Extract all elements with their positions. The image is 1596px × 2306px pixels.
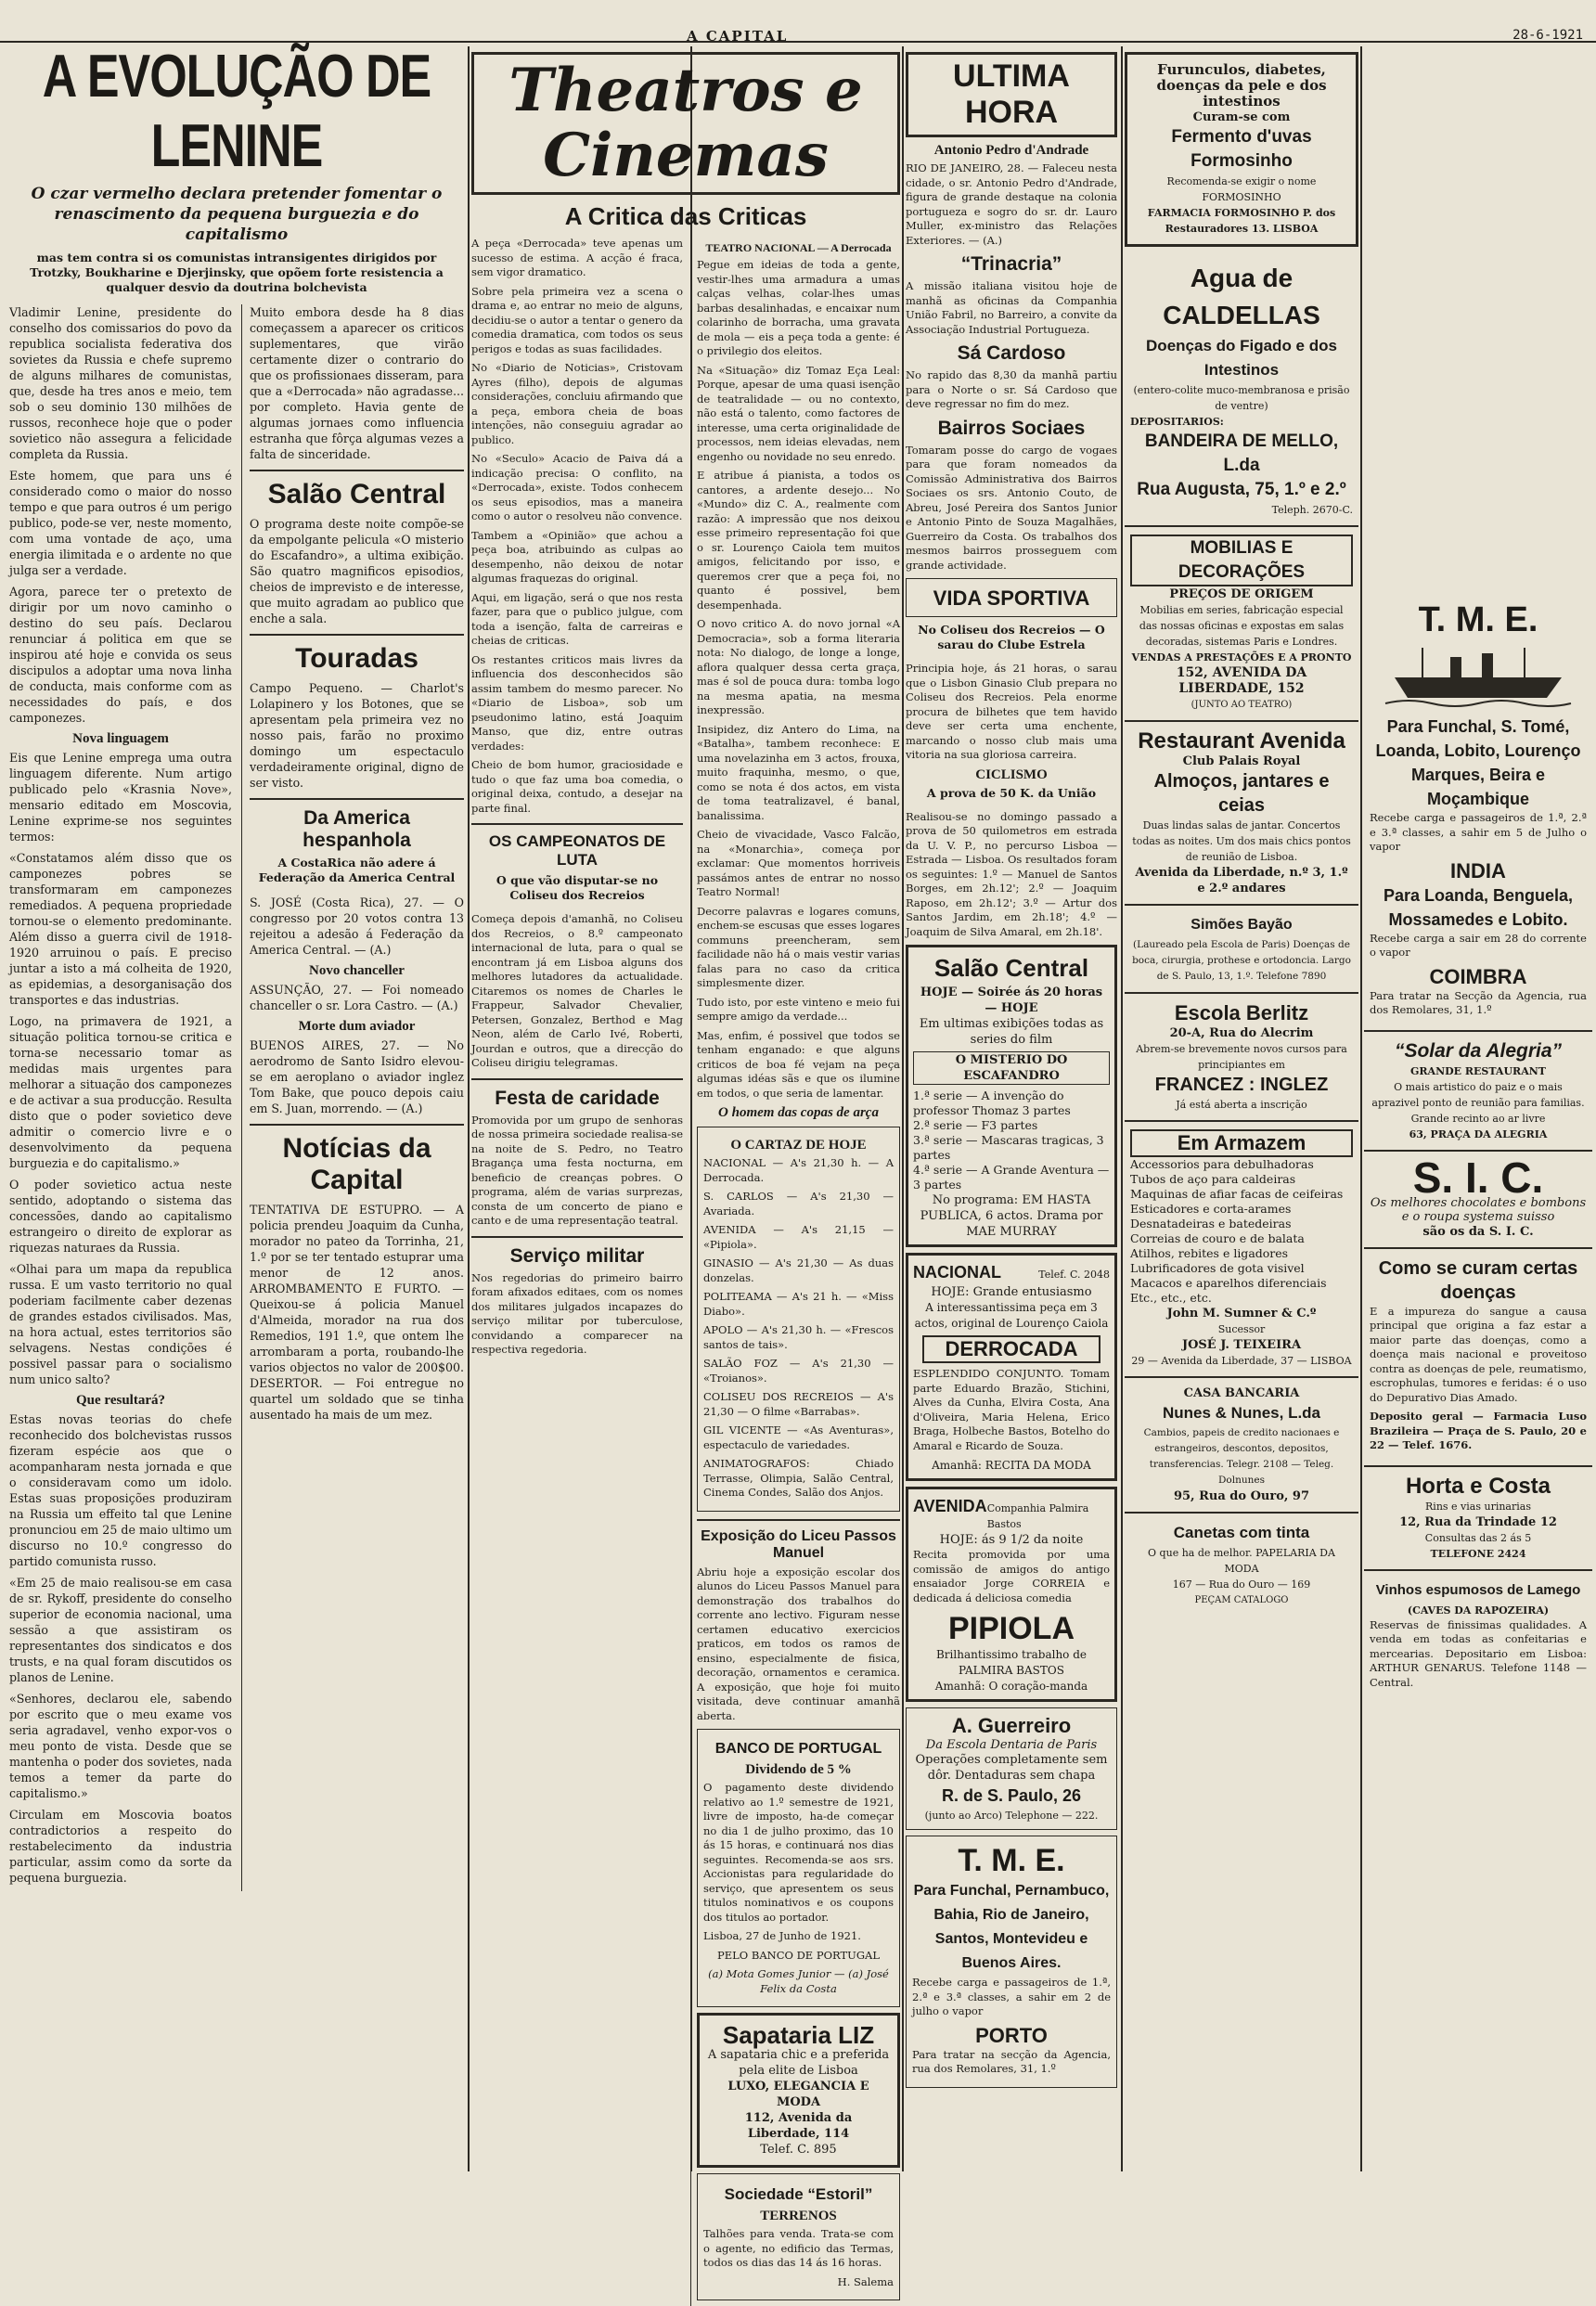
paragraph: Este homem, que para uns é considerado como o maior do nosso tempo e que para outros é um perigo publico, pode-se ver, neste momento, com uma vontade de aço, uma energia ilimitada e o ardente no que julga ser a verdade.	[9, 469, 232, 577]
como-title: Como se curam certas doenças	[1378, 1257, 1578, 1303]
ads-column-center	[1125, 46, 1358, 2171]
canetas-title: Canetas com tinta	[1173, 1524, 1310, 1541]
paragraph: Na «Situação» diz Tomaz Eça Leal: Porque, apesar de uma quasi isenção de teatralidade — ou no contexto, não está o talento, como factores de interesse, uma certa originalidade de processos, nem ideias elevadas, nem engenho ou novidade no seu enredo.	[697, 363, 900, 463]
canetas-text: O que ha de melhor. PAPELARIA DA MODA	[1148, 1547, 1335, 1575]
salao-series-item: 1.ª serie — A invenção do professor Thomaz 3 partes	[913, 1089, 1071, 1117]
salao-series-list	[913, 1089, 1110, 1192]
armazem-item: Lubrificadores de gota visivel	[1130, 1261, 1305, 1275]
estoril-text: Talhões para venda. Trata-se com o agente, no edificio das Termas, todos os dias das 14 ás 16 horas.	[703, 2227, 894, 2269]
noticias-heading: Notícias da Capital	[282, 1133, 431, 1195]
liz-text: A sapataria chic e a preferida pela elite de Lisboa	[707, 2048, 890, 2078]
guerreiro-text: Operações completamente sem dôr. Dentaduras sem chapa	[915, 1753, 1108, 1783]
liz-line: LUXO, ELEGANCIA E MODA	[727, 2080, 869, 2109]
armazem-item: Atilhos, rebites e ligadores	[1130, 1246, 1289, 1260]
sic-ad	[1364, 1152, 1592, 1249]
pedro-heading: Antonio Pedro d'Andrade	[933, 143, 1089, 158]
salao-ad-foot: No programa: EM HASTA PUBLICA, 6 actos. Drama por MAE MURRAY	[920, 1193, 1103, 1239]
avenida-line: HOJE: ás 9 1/2 da noite	[939, 1533, 1084, 1547]
paragraph: Eis que Lenine emprega uma outra linguagem diferente. Num artigo publicado pelo «Krasnia Nove», mensario editado em Moscovia, Lenine exprime-se nos seguintes termos:	[9, 751, 232, 844]
armazem-item: Esticadores e corta-arames	[1130, 1202, 1292, 1216]
cartaz-item: GINASIO — A's 21,30 — As duas donzelas.	[703, 1256, 894, 1284]
section-heading: Que resultará?	[76, 1393, 165, 1408]
cartaz-box	[697, 1127, 900, 1512]
banco-date: Lisboa, 27 de Junho de 1921.	[703, 1929, 861, 1942]
nacional-desc: ESPLENDIDO CONJUNTO. Tomam parte Eduardo Brazão, Stichini, Alves da Cunha, Elvira Costa, Ana d'Oliveira, Maria Helena, Erico Braga, Holbeche Bastos, Botelho do Amaral e Ricardo de Souza.	[913, 1367, 1110, 1452]
ultima-hora-box	[906, 52, 1117, 137]
casa-title: CASA BANCARIA	[1183, 1386, 1300, 1400]
lenine-column-left	[9, 304, 232, 1891]
column-rule	[468, 46, 470, 2171]
formosinho-ad	[1125, 52, 1358, 247]
column-rule	[1360, 46, 1362, 2171]
paragraph: «Olhai para um mapa da republica russa. E um vasto territorio no qual poderiam facilmente caber dezenas de grandes estados civilisados. Mas, na hora actual, estes territorios são selvagens. Nestas condições é possivel passar para o socialismo num unico salto?	[9, 1262, 232, 1386]
subheading: Morte dum aviador	[298, 1019, 416, 1034]
salao-series-item: 3.ª serie — Mascaras tragicas, 3 partes	[913, 1133, 1104, 1162]
guerreiro-ad	[906, 1707, 1117, 1830]
caldellas-ad	[1125, 252, 1358, 527]
paragraph: Aqui, em ligação, será o que nos resta fazer, para que o publico julgue, com toda a isenção, falta de carreiras e cheias de criticas.	[471, 590, 683, 647]
paragraph: Pegue em ideias de toda a gente, vestir-lhes uma armadura a umas calças velhas, colar-lhes umas barbas desalinhadas, e encaixar num colarinho de borracha, uma gravata de mola — eis a peça toda a gente: é o privilegio dos eleitos.	[697, 258, 900, 357]
salao-ad-film: O MISTERIO DO ESCAFANDRO	[913, 1051, 1110, 1085]
paragraph: Sobre pela primeira vez a scena o drama e, ao entrar no meio de alguns, decidiu-se o autor a tentar o genero da comedia dramatica, com todos os seus perigos e todas as suas facilidades.	[471, 284, 683, 355]
caldellas-tel: Teleph. 2670-C.	[1271, 504, 1353, 516]
solar-sub: GRANDE RESTAURANT	[1410, 1064, 1546, 1077]
paragraph: Logo, na primavera de 1921, a situação politica tornou-se critica e torna-se necessario tomar as medidas mais urgentes para melhorar a situação dos camponezes e de activar a sua producção. Resulta disto que o poder sovietico deve admitir o comercio livre e o desenvolvimento da pequena burguezia e do capitalismo.»	[9, 1014, 232, 1170]
tme2-ship: COIMBRA	[1429, 964, 1527, 988]
america-heading: Da America hespanhola	[302, 807, 411, 851]
porto-title: PORTO	[975, 2023, 1048, 2047]
como-curam-ad	[1364, 1249, 1592, 1467]
estoril-sub: TERRENOS	[760, 2209, 837, 2223]
banco-heading: BANCO DE PORTUGAL	[714, 1741, 882, 1757]
canetas-address: 167 — Rua do Ouro — 169	[1172, 1578, 1311, 1591]
ultima-hora-title: ULTIMA HORA	[953, 58, 1070, 130]
banco-names: (a) Mota Gomes Junior — (a) José Felix da Costa	[708, 1967, 889, 1995]
critica-column-left	[471, 237, 683, 2306]
vinhos-sub: (CAVES DA RAPOZEIRA)	[1407, 1604, 1550, 1617]
banco-sub: Dividendo de 5 %	[745, 1762, 852, 1777]
lenine-deck: mas tem contra si os comunistas intransigentes dirigidos por Trotzky, Boukharine e Djerjinsky, que opõem forte resistencia a qualquer desvio da doutrina bolchevista	[30, 251, 444, 294]
lenine-subtitle: O czar vermelho declara pretender fomentar o renascimento da pequena burguezia e do capitalismo	[31, 185, 443, 244]
caldellas-dep: DEPOSITARIOS:	[1130, 416, 1224, 428]
banco-sign: PELO BANCO DE PORTUGAL	[717, 1948, 880, 1962]
solar-title: “Solar da Alegria”	[1394, 1039, 1563, 1062]
paragraph: Mas, enfim, é possivel que todos se tenham enganado: e que alguns criticos de boa fé vejam na peça algumas idéas sãs e que os ilumine em todos, o que seria de lamentar.	[697, 1028, 900, 1100]
paragraph: Os restantes criticos mais livres da influencia dos desconhecidos são assim tambem do mesmo parecer. No «Diario de Lisboa», sob um pseudonimo latino, está Joaquim Manso, que diz, entre outras verdades:	[471, 652, 683, 753]
tme-right-text: Para Funchal, S. Tomé, Loanda, Lobito, Lourenço Marques, Beira e Moçambique	[1375, 717, 1581, 808]
liz-title: Sapataria LIZ	[722, 2021, 875, 2049]
armazem-item: Maquinas de afiar facas de ceifeiras	[1130, 1187, 1344, 1201]
paragraph: TENTATIVA DE ESTUPRO. — A policia prendeu Joaquim da Cunha, morador no pateo da Torrinha, 21, 1.º por se ter tentado estuprar uma menor de 12 anos. ARROMBAMENTO E FURTO. — Queixou-se á policia Manuel d'Almeida, morador na rua dos Remedios, 191 1.º, que ontem lhe arrombaram a porta, roubando-lhe varios objectos no valor de 200$00. DESERTOR. — Foi entregue no quartel um soldado que se tinha ausentado ha mais de um mez.	[250, 1203, 464, 1422]
estoril-ad	[697, 2173, 900, 2300]
avenida-title: AVENIDA	[913, 1497, 987, 1515]
liz-ad	[697, 2013, 900, 2168]
nacional-title: NACIONAL	[913, 1263, 1001, 1282]
tme-ad-left	[906, 1836, 1117, 2088]
horta-address: 12, Rua da Trindade 12	[1399, 1514, 1557, 1529]
paragraph: RIO DE JANEIRO, 28. — Faleceu nesta cidade, o sr. Antonio Pedro d'Andrade, figura de grande destaque na colonia portugueza e sogro do sr. dr. Lauro Muller, ex-ministro das Relações Exteriores. — (A.)	[906, 161, 1117, 247]
paragraph: Promovida por um grupo de senhoras de nossa primeira sociedade realisa-se na noite de S. Pedro, no Teatro Bragança uma festa nocturna, em beneficio de creanças pobres. O programa, além de varias surprezas, consta de um concerto de piano e canto e de uma representação teatral.	[471, 1113, 683, 1227]
trinacria-heading: “Trinacria”	[960, 253, 1062, 275]
banco-box	[697, 1729, 900, 2007]
cartaz-item: COLISEU DOS RECREIOS — A's 21,30 — O filme «Barrabas».	[703, 1390, 894, 1418]
critica-headline: A Critica das Criticas	[564, 202, 807, 230]
vida-deck: No Coliseu dos Recreios — O sarau do Clube Estrela	[918, 623, 1105, 651]
salao-central-ad	[906, 945, 1117, 1247]
signature: O homem das copas de arça	[718, 1105, 879, 1120]
cartaz-list	[703, 1156, 894, 1501]
paragraph: O pagamento deste dividendo relativo ao 1.º semestre de 1921, livre de imposto, ha-de começar no dia 1 de julho proximo, das 10 ás 15 horas, e continuará nos dias seguintes. Recomenda-se aos srs. Accionistas para regularidade do serviço, que apresentem os seus titulos nominativos e os coupons dos titulos ao portador.	[703, 1781, 894, 1924]
avenida-star: Brilhantissimo trabalho de PALMIRA BASTOS	[935, 1648, 1087, 1677]
theatros-section	[471, 46, 900, 2288]
paragraph: Muito embora desde ha 8 dias começassem a aparecer os criticos suplementares, que virão certamente dizer o contrario do que os profissionaes disseram, para que a «Derrocada» não agradasse... por completo. Havia gente de algumas jornaes como influencia estranha que fôrça algumas vezes a falta de sinceridade.	[250, 305, 464, 461]
vinhos-title: Vinhos espumosos de Lamego	[1375, 1581, 1581, 1598]
cartaz-item: GIL VICENTE — «As Aventuras», espectaculo de variedades.	[703, 1424, 894, 1451]
berlitz-text: Abrem-se brevemente novos cursos para principiantes em	[1136, 1043, 1347, 1071]
formosinho-title: Furunculos, diabetes, doenças da pele e dos intestinos	[1156, 61, 1327, 110]
solar-alegria-ad	[1364, 1032, 1592, 1152]
sic-title: S. I. C.	[1412, 1153, 1544, 1202]
berlitz-foot: Já está aberta a inscrição	[1176, 1099, 1307, 1111]
casa-address: 95, Rua do Ouro, 97	[1173, 1489, 1310, 1503]
armazem-item: Desnatadeiras e batedeiras	[1130, 1217, 1292, 1230]
ultima-hora-section	[906, 46, 1117, 2171]
ads-column-right	[1364, 46, 1592, 2171]
nacional-foot: Amanhã: RECITA DA MODA	[932, 1459, 1091, 1472]
ciclismo-heading: CICLISMO	[975, 767, 1048, 782]
mobilias-address: 152, AVENIDA DA LIBERDADE, 152	[1176, 665, 1307, 696]
tme2-address: Para tratar na Secção da Agencia, rua dos Remolares, 31, 1.º	[1370, 988, 1587, 1016]
teatro-heading: TEATRO NACIONAL — A Derrocada	[705, 241, 892, 254]
cartaz-item: SALÃO FOZ — A's 21,30 — «Troianos».	[703, 1357, 894, 1385]
paragraph: No rapido das 8,30 da manhã partiu para o Norte o sr. Sá Cardoso que deve regressar no fim do mez.	[906, 368, 1117, 410]
mobilias-ad	[1125, 527, 1358, 722]
caldellas-address: Rua Augusta, 75, 1.º e 2.º	[1137, 480, 1346, 499]
restaurant-title: Restaurant Avenida	[1138, 728, 1345, 754]
paragraph: Vladimir Lenine, presidente do conselho dos comissarios do povo da republica socialista federativa dos sovietes da Russia e chefe supremo de alguns milhares de comunistas, que, desde ha tres anos e meio, tem sob o seu dominio 130 milhões de russos, reconhece hoje que o poder sovietico não assegura a felicidade completa da Russia.	[9, 305, 232, 461]
cartaz-item: APOLO — A's 21,30 h. — «Frescos santos de tais».	[703, 1323, 894, 1351]
bairros-heading: Bairros Sociaes	[937, 417, 1086, 439]
avenida-foot: Amanhã: O coração-manda	[934, 1680, 1088, 1693]
paragraph: Cheio de vivacidade, Vasco Falcão, na «Monarchia», começa por exclamar: Que momentos horriveis passámos antes de entrar no nosso Teatro Normal!	[697, 828, 900, 898]
avenida-play: PIPIOLA	[947, 1611, 1075, 1646]
lenine-article	[9, 43, 464, 2171]
liz-tel: Telef. C. 895	[760, 2143, 837, 2157]
touradas-heading: Touradas	[295, 643, 418, 674]
tme-left-foot: Recebe carga e passageiros de 1.ª, 2.ª e 3.ª classes, a sahir em 2 de julho o vapor	[912, 1976, 1111, 2017]
paragraph: No «Diario de Noticias», Cristovam Ayres (filho), depois de algumas considerações, concluiu afirmando que a peça, embora cheia de boas intenções, não conseguiu agradar ao publico.	[471, 361, 683, 446]
formosinho-product: Fermento d'uvas Formosinho	[1171, 127, 1312, 171]
cartaz-item: AVENIDA — A's 21,15 — «Pipiola».	[703, 1223, 894, 1251]
vida-sportiva-heading: VIDA SPORTIVA	[933, 586, 1090, 610]
paragraph: Circulam em Moscovia boatos contradictorios a respeito do restabelecimento da industria particular, assim como da sorte da pequena burguezia.	[9, 1808, 232, 1885]
salao-central-heading: Salão Central	[267, 479, 446, 509]
paragraph: No «Seculo» Acacio de Paiva dá a indicação precisa: O conflito, na «Derrocada», existe. Todos conhecem os seus episodios, mas a maneira como o autor o resolveu não convence.	[471, 452, 683, 522]
theatros-banner-box	[471, 52, 900, 195]
vinhos-text: Reservas de finissimas qualidades. A venda em todas as confeitarias e mercearias. Depositario em Lisboa: ARTHUR GENARUS. Telefone 1148 — Central.	[1370, 1617, 1587, 1689]
cartaz-item: POLITEAMA — A's 21 h. — «Miss Diabo».	[703, 1290, 894, 1318]
nacional-line: HOJE: Grande entusiasmo	[931, 1285, 1092, 1299]
mobilias-note: (JUNTO AO TEATRO)	[1191, 700, 1293, 710]
page-date: 28-6-1921	[1512, 28, 1583, 43]
lenine-column-right	[241, 304, 464, 1891]
armazem-title: Em Armazem	[1130, 1129, 1353, 1157]
top-rule	[0, 26, 1596, 43]
cartaz-heading: O CARTAZ DE HOJE	[730, 1138, 867, 1153]
caldellas-sub: Doenças do Figado e dos Intestinos	[1146, 337, 1337, 379]
solar-recinto: Grande recinto ao ar livre	[1410, 1112, 1546, 1125]
tme-left-text: Para Funchal, Pernambuco, Bahia, Rio de Janeiro, Santos, Montevideu e Buenos Aires.	[913, 1883, 1110, 1971]
column-rule	[902, 46, 904, 2171]
paragraph: S. JOSÉ (Costa Rica), 27. — O congresso por 20 votos contra 13 rejeitou a adesão á Federação da America Central. — (A.)	[250, 895, 464, 957]
solar-address: 63, PRAÇA DA ALEGRIA	[1409, 1127, 1548, 1140]
armazem-ad	[1125, 1122, 1358, 1378]
sic-foot: são os da S. I. C.	[1422, 1224, 1534, 1239]
tme-right-foot: Recebe carga e passageiros de 1.ª, 2.ª e 3.ª classes, a sahir em 5 de Julho o vapor	[1370, 811, 1587, 853]
restaurant-club: Club Palais Royal	[1182, 754, 1301, 768]
armazem-succ: Sucessor	[1217, 1323, 1266, 1335]
berlitz-address: 20-A, Rua do Alecrim	[1169, 1026, 1314, 1040]
paragraph: Campo Pequeno. — Charlot's Lolapinero y los Botones, que se apresentam pela primeira vez no nosso pais, farão no proximo domingo um espectaculo verdadeiramente original, digno de ser visto.	[250, 681, 464, 790]
armazem-item: Tubos de aço para caldeiras	[1130, 1172, 1296, 1186]
paragraph: Estas novas teorias do chefe reconhecido dos bolchevistas russos fizeram espécie aos que o acompanharam nesta jornada e que o consideravam como um idolo. Estas suas proposições produziram na Russia um effeito tal que Lenine pronunciou em 25 de maio ultimo um discurso no 10.º congresso do partido comunista russo.	[9, 1412, 232, 1568]
paragraph: E atribue á pianista, a todos os cantores, a ardente desejo... No «Mundo» diz C. A., realmente com razão: A impressão que nos deixou esse primeiro representação foi que o sr. Lourenço Caiola tem muitos amigos, felicitando por isso, e queremos crer que a peça foi, no quanto é possivel, bem desempenhada.	[697, 469, 900, 612]
paragraph: Tudo isto, por este vinteno e meio fui sempre amigo da verdade...	[697, 995, 900, 1023]
exposicao-heading: Exposição do Liceu Passos Manuel	[701, 1527, 896, 1561]
guerreiro-address: R. de S. Paulo, 26	[941, 1786, 1082, 1805]
tme-right-title: T. M. E.	[1418, 600, 1538, 639]
caldellas-name: BANDEIRA DE MELLO, L.da	[1144, 432, 1339, 475]
como-text: E a impureza do sangue a causa principal que origina a faz estar a maior parte das doenças, como a doença mais nacional e proveitoso contra as doenças de pele, reumatismo, escrophulas, tumores e feridas: é o uso do Depurativo Dias Amado.	[1370, 1304, 1587, 1404]
salao-ad-sub: Em ultimas exibições todas as series do film	[919, 1017, 1104, 1047]
paragraph: Tomaram posse do cargo de vogaes para que foram nomeados da Comissão Administrativa dos Bairros Sociaes os srs. Antonio Couto, de Abreu, José Pereira dos Santos Junior e Antonio Pinto de Souza Magalhães, Guerreiro da Costa. Os trabalhos dos mesmos bairros prosseguem com grande actividade.	[906, 443, 1117, 572]
paragraph: O programa deste noite compõe-se da empolgante pelicula «O misterio do Escafandro», a ultima exibição. São quatro magnificos episodios, cheios de imprevisto e de interesse, que muito agradam ao publico que enche a sala.	[250, 517, 464, 625]
paragraph: «Constatamos além disso que os camponezes pobres se transformaram em camponezes remediados. A pequena propriedade tornou-se o elemento predominante. Além disso a guerra civil de 1918-1920 arruinou o país. E preciso juntar a isto a má colheita de 1920, as epidemias, a desorganisação dos transportes e das industrias.	[9, 851, 232, 1007]
casa-bancaria-ad	[1125, 1378, 1358, 1514]
paragraph: Principia hoje, ás 21 horas, o sarau que o Lisbon Ginasio Club prepara no Coliseu dos Recreios. Pela enorme procura de bilhetes que tem havido deve ser certa uma enchente, marcando o nosso club mais uma vitoria na sua gloriosa carreira.	[906, 662, 1117, 761]
nacional-ad	[906, 1253, 1117, 1481]
armazem-address: 29 — Avenida da Liberdade, 37 — LISBOA	[1131, 1355, 1352, 1367]
estoril-title: Sociedade “Estoril”	[724, 2185, 873, 2203]
paragraph: Insipidez, diz Antero do Lima, na «Batalha», tambem reconhece: E uma novelazinha em 3 actos, frouxa, muito fraquinha, mesmo, o que, como se nota é dos actos, em vista de toma teatralizavel, é banal, banalissima.	[697, 722, 900, 822]
nacional-sub: A interessantissima peça em 3 actos, original de Lourenço Caiola	[914, 1301, 1109, 1330]
america-deck: A CostaRica não adere á Federação da America Central	[258, 856, 456, 884]
paragraph: A peça «Derrocada» teve apenas um sucesso de estima. A acção é fraca, sem vigor dramatico.	[471, 237, 683, 278]
armazem-item: Macacos e aparelhos diferenciais	[1130, 1276, 1327, 1290]
sa-cardoso-heading: Sá Cardoso	[957, 342, 1066, 364]
sic-text: Os melhores chocolates e bombons e o roupa systema suisso	[1370, 1195, 1587, 1224]
lenine-headline: A EVOLUÇÃO DE LENINE	[42, 43, 431, 180]
theatros-banner: Theatros e Cinemas	[508, 56, 863, 190]
liz-address: 112, Avenida da Liberdade, 114	[744, 2111, 853, 2141]
paragraph: ASSUNÇÃO, 27. — Foi nomeado chanceller o sr. Lora Castro. — (A.)	[250, 983, 464, 1012]
subheading: Novo chanceller	[309, 963, 405, 978]
canetas-foot: PEÇAM CATALOGO	[1194, 1595, 1289, 1605]
paragraph: «Senhores, declarou ele, sabendo por escrito que o meu exame vos seria agradavel, venho expor-vos o meu ponto de vista. Desde que se mantenha o poder dos sovietes, nada temos a temer da parte do capitalismo.»	[9, 1692, 232, 1800]
column-rule	[1121, 46, 1123, 2171]
paragraph: Tambem a «Opinião» que achou a peça boa, atribuindo as culpas ao desempenho, não deixou de notar algumas fraquezas do original.	[471, 528, 683, 585]
restaurant-text: Duas lindas salas de jantar. Concertos todas as noites. Um dos mais chics pontos de reunião de Lisboa.	[1132, 819, 1351, 863]
formosinho-rec: Recomenda-se exigir o nome FORMOSINHO	[1166, 175, 1317, 203]
salao-ad-line: HOJE — Soirée ás 20 horas — HOJE	[920, 986, 1103, 1015]
servico-heading: Serviço militar	[509, 1244, 645, 1267]
vida-sportiva-box	[906, 578, 1117, 617]
masthead: A CAPITAL	[687, 28, 789, 45]
campeonatos-heading: OS CAMPEONATOS DE LUTA	[488, 832, 666, 869]
berlitz-title: Escola Berlitz	[1174, 1001, 1309, 1024]
guerreiro-tel: (junto ao Arco) Telephone — 222.	[924, 1810, 1099, 1822]
mobilias-title: MOBILIAS E DECORAÇÕES	[1130, 535, 1353, 586]
nacional-tel: Telef. C. 2048	[1038, 1269, 1110, 1281]
guerreiro-sub: Da Escola Dentaria de Paris	[925, 1738, 1098, 1752]
paragraph: Realisou-se no domingo passado a prova de 50 quilometros em estrada da U. V. P., no percurso Lisboa — Estrada — Lisboa. Os resultados foram os seguintes: 1.º — Manuel de Santos Borges, em 2h.12'; 2.º — Joaquim Raposo, em 2h.12'; 3.º — Artur dos Santos Jardim, em 2h.18'; 4.º — Joaquim de Silva Amaral, em 2h.18'.	[906, 809, 1118, 938]
restaurant-address: Avenida da Liberdade, n.º 3, 1.º e 2.º andares	[1135, 866, 1348, 895]
cartaz-item: S. CARLOS — A's 21,30 — Avariada.	[703, 1190, 894, 1217]
restaurant-meals: Almoços, jantares e ceias	[1153, 771, 1330, 816]
paragraph: Começa depois d'amanhã, no Coliseu dos Recreios, o 8.º campeonato internacional de luta, para o qual se encontram já em Lisboa alguns dos melhores lutadores da actualidade. Citaremos os nomes de Charles le Frappeur, Salvador Chevalier, Petersen, Gonzalez, Berthod e Mag Neon, além de Carlo Ivé, Roberti, Jourdan e outros, que a direcção do Coliseu dirigiu telegramas.	[471, 912, 683, 1069]
tme-right-ship: INDIA	[1450, 858, 1506, 882]
caldellas-text: (entero-colite muco-membranosa e prisão de ventre)	[1133, 384, 1350, 412]
solar-text: O mais artistico do paiz e o mais aprazivel ponto de reunião para familias.	[1371, 1080, 1585, 1109]
casa-name: Nunes & Nunes, L.da	[1162, 1404, 1321, 1422]
horta-costa-ad	[1364, 1467, 1592, 1571]
armazem-owner: JOSÉ J. TEIXEIRA	[1181, 1338, 1302, 1352]
avenida-co: Companhia Palmira Bastos	[986, 1502, 1089, 1530]
casa-text: Cambios, papeis de credito nacionaes e estrangeiros, descontos, depositos, transferencias. Telegr. 2108 — Teleg. Dolnunes	[1143, 1427, 1340, 1486]
nacional-play: DERROCADA	[922, 1335, 1100, 1363]
simoes-ad	[1125, 906, 1358, 994]
berlitz-ad	[1125, 994, 1358, 1122]
simoes-text: (Laureado pela Escola de Paris) Doenças de boca, cirurgia, prothese e ortodoncia. Largo de S. Paulo, 13, 1.º. Telefone 7890	[1132, 939, 1351, 982]
campeonatos-deck: O que vão disputar-se no Coliseu dos Recreios	[496, 873, 659, 902]
cartaz-item: NACIONAL — A's 21,30 h. — A Derrocada.	[703, 1156, 894, 1184]
estoril-sign: H. Salema	[837, 2274, 894, 2288]
armazem-item: Accessorios para debulhadoras	[1130, 1157, 1314, 1171]
festa-heading: Festa de caridade	[495, 1087, 660, 1109]
salao-ad-title: Salão Central	[933, 954, 1089, 982]
vinhos-ad	[1364, 1571, 1592, 1703]
ciclismo-deck: A prova de 50 K. da União	[926, 785, 1097, 800]
porto-text: Para tratar na secção da Agencia, rua dos Remolares, 31, 1.º	[912, 2047, 1111, 2075]
paragraph: Decorre palavras e logares comuns, enchem-se escusas que esses logares communs preencheram, sem facilidade não há o mais vestir varias falas para no caso da critica simplesmente dizer.	[697, 904, 900, 989]
salao-series-item: 4.ª serie — A Grande Aventura — 3 partes	[913, 1163, 1110, 1192]
como-dep: Deposito geral — Farmacia Luso Brazileira — Praça de S. Paulo, 20 e 22 — Telef. 1676.	[1370, 1410, 1587, 1451]
mobilias-text: Mobilias em series, fabricação especial das nossas oficinas e expostas em salas decoradas, sistemas Paris e Londres.	[1139, 604, 1345, 648]
armazem-item: Correias de couro e de balata	[1130, 1231, 1305, 1245]
cartaz-item: ANIMATOGRAFOS: Chiado Terrasse, Olimpia, Salão Central, Cinema Condes, Salão dos Anjos.	[703, 1457, 894, 1499]
paragraph: «Em 25 de maio realisou-se em casa de sr. Rykoff, presidente do conselho superior de economia nacional, uma sessão a que assistiram os representantes dos sindicatos e dos trusts, e na qual foram discutidos os planos de Lenine.	[9, 1576, 232, 1684]
paragraph: Abriu hoje a exposição escolar dos alunos do Liceu Passos Manuel para demonstração dos trabalhos do corrente ano lectivo. Figuram nesse certamen educativo exercicios praticos, em todos os ramos de ensino, especialmente de fisica, decoração, ornamentos e ceramica. A exposição, que hoje foi muito visitada, deve continuar amanhã aberta.	[697, 1565, 900, 1722]
avenida-ad	[906, 1487, 1117, 1702]
armazem-list	[1130, 1157, 1353, 1306]
section-heading: Nova linguagem	[72, 731, 169, 746]
critica-column-right	[690, 237, 900, 2306]
simoes-title: Simões Bayão	[1191, 917, 1293, 933]
avenida-desc: Recita promovida por uma comissão de amigos do antigo ensaiador Jorge CORREIA e dedicada á deliciosa comedia	[913, 1548, 1110, 1604]
formosinho-address: FARMACIA FORMOSINHO P. dos Restauradores 13. LISBOA	[1147, 207, 1336, 235]
horta-tel: TELEFONE 2424	[1430, 1547, 1526, 1560]
horta-title: Horta e Costa	[1405, 1473, 1551, 1499]
paragraph: O poder sovietico actua neste sentido, adoptando o sistema das concessões, dando ao capitalismo estrangeiro o direito de explorar as riquezas naturaes da Russia.	[9, 1178, 232, 1255]
horta-text: Consultas das 2 ás 5	[1424, 1531, 1532, 1544]
steamship-icon	[1385, 644, 1571, 709]
salao-series-item: 2.ª serie — F3 partes	[913, 1118, 1038, 1132]
tme2-text: Para Loanda, Benguela, Mossamedes e Lobito.	[1383, 885, 1574, 929]
paragraph: O novo critico A. do novo jornal «A Democracia», sob a forma literaria nota: No dialogo, de longe a longe, aflora qualquer dessa certa graça, mas é sol de pouca dura: tomba logo na mesma apatia, na mesma inexpressão.	[697, 617, 900, 716]
paragraph: Nos regedorias do primeiro bairro foram afixados editaes, com os nomes dos militares julgados incapazes do serviço militar por tuberculose, convidando a comparecer na respectiva regedoria.	[471, 1270, 683, 1356]
mobilias-vendas: VENDAS A PRESTAÇÕES E A PRONTO	[1131, 651, 1352, 663]
formosinho-sub: Curam-se com	[1192, 110, 1291, 124]
tme-ad-right	[1364, 594, 1592, 1032]
tme2-foot: Recebe carga a sair em 28 do corrente o vapor	[1370, 931, 1587, 959]
paragraph: BUENOS AIRES, 27. — No aerodromo de Santo Isidro elevou-se em aeroplano o aviador inglez Tom Bake, que pouco depois caiu em S. Juan, morrendo. — (A.)	[250, 1038, 464, 1115]
paragraph: Cheio de bom humor, graciosidade e tudo o que faz uma boa comedia, o original deixa, contudo, a desejar na parte final.	[471, 758, 683, 815]
tme-left-title: T. M. E.	[958, 1843, 1065, 1878]
armazem-name: John M. Sumner & C.º	[1166, 1307, 1317, 1320]
armazem-item: Etc., etc., etc.	[1130, 1291, 1212, 1305]
berlitz-langs: FRANCEZ : INGLEZ	[1154, 1075, 1329, 1095]
mobilias-sub: PREÇOS DE ORIGEM	[1169, 587, 1314, 601]
horta-sub: Rins e vias urinarias	[1425, 1500, 1531, 1513]
caldellas-title: Agua de CALDELLAS	[1163, 264, 1320, 329]
paragraph: Agora, parece ter o pretexto de dirigir por um novo caminho o destino do seu país. Declarou renunciar á politica em que se inspirou até hoje e convida os seus discipulos a adoptar uma nova linha de conducta, mais conforme com as necessidades do país, e dos camponezes.	[9, 585, 232, 725]
restaurant-avenida-ad	[1125, 722, 1358, 906]
paragraph: A missão italiana visitou hoje de manhã as oficinas da Companhia União Fabril, no Barreiro, a convite da Associação Industrial Portugueza.	[906, 279, 1117, 336]
canetas-ad	[1125, 1514, 1358, 1616]
guerreiro-title: A. Guerreiro	[951, 1714, 1072, 1737]
